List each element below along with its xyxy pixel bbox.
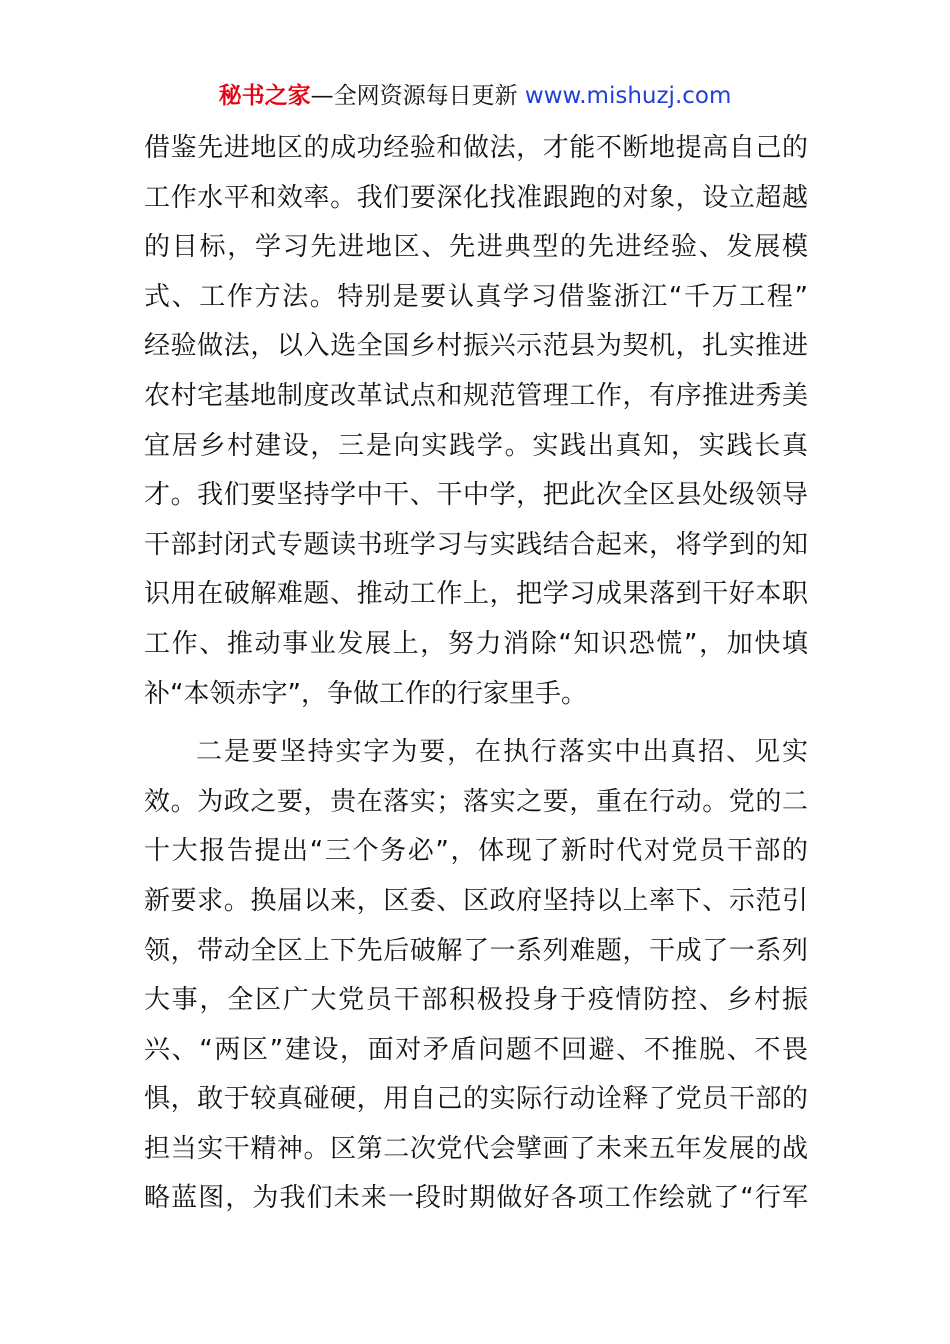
header-brand: 秘书之家 — [218, 83, 311, 109]
header-slogan: —全网资源每日更新 — [310, 83, 525, 109]
text-line: 新要求。换届以来，区委、区政府坚持以上率下、示范引 — [144, 885, 808, 916]
text-line: 式、工作方法。特别是要认真学习借鉴浙江“千万工程” — [144, 281, 808, 312]
text-line: 担当实干精神。区第二次党代会擘画了未来五年发展的战 — [144, 1133, 808, 1164]
text-line: 宜居乡村建设，三是向实践学。实践出真知，实践长真 — [144, 430, 808, 461]
text-line: 二是要坚持实字为要，在执行落实中出真招、见实 — [196, 737, 808, 768]
paragraph-2 — [144, 728, 808, 1224]
text-line: 才。我们要坚持学中干、干中学，把此次全区县处级领导 — [144, 480, 808, 511]
text-line: 兴、“两区”建设，面对矛盾问题不回避、不推脱、不畏 — [144, 1034, 808, 1065]
text-line: 大事，全区广大党员干部积极投身于疫情防控、乡村振 — [144, 985, 808, 1016]
text-line: 农村宅基地制度改革试点和规范管理工作，有序推进秀美 — [144, 380, 808, 411]
paragraph-gap — [144, 719, 808, 728]
text-line: 借鉴先进地区的成功经验和做法，才能不断地提高自己的 — [144, 133, 808, 163]
text-line: 干部封闭式专题读书班学习与实践结合起来，将学到的知 — [144, 529, 808, 560]
text-line: 补“本领赤字”，争做工作的行家里手。 — [144, 678, 587, 709]
header-site-link[interactable]: www.mishuzj.com — [524, 83, 732, 109]
page-header — [0, 82, 950, 110]
text-line: 效。为政之要，贵在落实；落实之要，重在行动。党的二 — [144, 786, 808, 817]
text-line: 工作、推动事业发展上，努力消除“知识恐慌”，加快填 — [144, 628, 808, 659]
text-line: 经验做法，以入选全国乡村振兴示范县为契机，扎实推进 — [144, 331, 808, 362]
text-line: 的目标，学习先进地区、先进典型的先进经验、发展模 — [144, 232, 808, 263]
text-line: 识用在破解难题、推动工作上，把学习成果落到干好本职 — [144, 579, 808, 610]
document-body — [144, 124, 808, 1224]
text-line: 略蓝图，为我们未来一段时期做好各项工作绘就了“行军 — [144, 1183, 808, 1214]
text-line: 工作水平和效率。我们要深化找准跟跑的对象，设立超越 — [144, 182, 808, 213]
text-line: 十大报告提出“三个务必”，体现了新时代对党员干部的 — [144, 836, 808, 867]
paragraph-1 — [144, 124, 808, 719]
text-line: 惧，敢于较真碰硬，用自己的实际行动诠释了党员干部的 — [144, 1084, 808, 1115]
text-line: 领，带动全区上下先后破解了一系列难题，干成了一系列 — [144, 935, 808, 966]
